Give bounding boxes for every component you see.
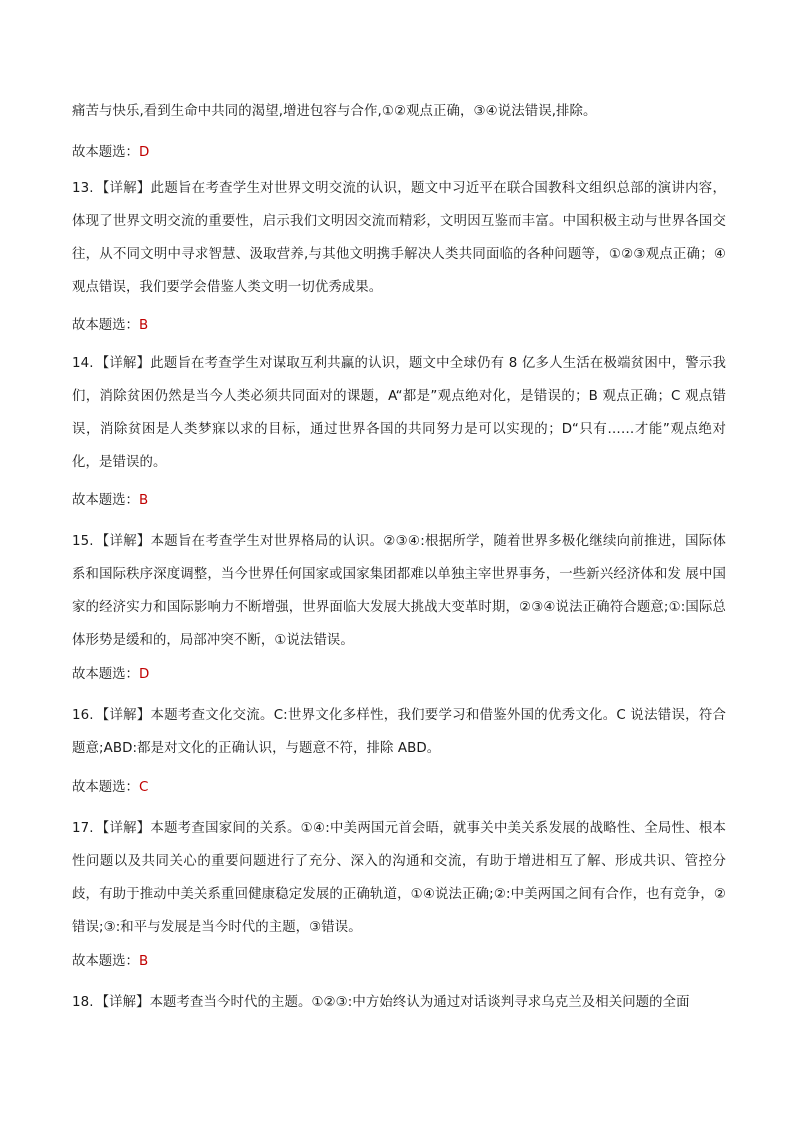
answer-value: D <box>138 145 150 160</box>
question-number: 16. <box>72 708 94 723</box>
paragraph-q13 <box>72 172 726 304</box>
paragraph-q15 <box>72 525 726 657</box>
answer-line-q15 <box>72 665 149 685</box>
paragraph-q12-tail: 痛苦与快乐,看到生命中共同的渴望,增进包容与合作,①②观点正确，③④说法错误,排除。 <box>72 104 597 119</box>
paragraph-q16 <box>72 699 726 765</box>
question-explanation: 【详解】此题旨在考查学生对世界文明交流的认识，题文中习近平在联合国教科文组织总部的演讲内容，体现了世界文明交流的重要性，启示我们文明因交流而精彩，文明因互鉴而丰富。中国积极主动与世界各国交往，从不同文明中寻求智慧、汲取营养,与其他文明携手解决人类共同面临的各种问题等，①②③观点正确；④观点错误，我们要学会借鉴人类文明一切优秀成果。 <box>72 181 726 295</box>
answer-prefix: 故本题选： <box>72 954 139 969</box>
question-number: 18. <box>72 995 94 1010</box>
question-number: 13. <box>72 181 94 196</box>
paragraph-q17 <box>72 812 726 944</box>
question-number: 14. <box>72 356 94 371</box>
answer-value: B <box>138 493 149 508</box>
question-number: 17. <box>72 821 94 836</box>
paragraph-q18 <box>72 986 726 1019</box>
answer-value: B <box>138 954 149 969</box>
question-explanation: 【详解】本题考查国家间的关系。①④:中美两国元首会晤，就事关中美关系发展的战略性、全局性、根本性问题以及共同关心的重要问题进行了充分、深入的沟通和交流，有助于增进相互了解、形成共识、管控分歧，有助于推动中美关系重回健康稳定发展的正确轨道，①④说法正确;②:中美两国之间有合作，也有竞争，②错误;③:和平与发展是当今时代的主题，③错误。 <box>72 821 726 935</box>
paragraph-q14 <box>72 347 726 479</box>
answer-line-q17 <box>72 952 148 972</box>
answer-value: D <box>138 667 150 682</box>
question-explanation: 【详解】此题旨在考查学生对谋取互利共赢的认识，题文中全球仍有 8 亿多人生活在极端贫困中，警示我们，消除贫困仍然是当今人类必须共同面对的课题，A“都是”观点绝对化，是错误的；B 观点正确；C 观点错误，消除贫困是人类梦寐以求的目标，通过世界各国的共同努力是可以实现的；D“只有……才能”观点绝对化，是错误的。 <box>72 356 726 470</box>
answer-line-q16 <box>72 778 148 798</box>
question-explanation: 【详解】本题考查当今时代的主题。①②③:中方始终认为通过对话谈判寻求乌克兰及相关问题的全面 <box>95 995 690 1010</box>
answer-prefix: 故本题选： <box>72 780 139 795</box>
answer-value: B <box>138 318 149 333</box>
answer-line-q13 <box>72 316 148 336</box>
answer-value: C <box>138 780 149 795</box>
answer-line-q12 <box>72 143 149 163</box>
answer-prefix: 故本题选： <box>72 145 139 160</box>
question-number: 15. <box>72 534 94 549</box>
answer-prefix: 故本题选： <box>72 667 139 682</box>
answer-line-q14 <box>72 491 148 511</box>
question-explanation: 【详解】本题考查文化交流。C:世界文化多样性，我们要学习和借鉴外国的优秀文化。C 说法错误，符合题意;ABD:都是对文化的正确认识，与题意不符，排除 ABD。 <box>72 708 726 756</box>
answer-prefix: 故本题选： <box>72 493 139 508</box>
question-explanation: 【详解】本题旨在考查学生对世界格局的认识。②③④:根据所学，随着世界多极化继续向前推进，国际体系和国际秩序深度调整，当今世界任何国家或国家集团都难以单独主宰世界事务，一些新兴经济体和发 展中国家的经济实力和国际影响力不断增强，世界面临大发展大挑战大变革时期，②③④说法正确符合题意;①:国际总体形势是缓和的，局部冲突不断，①说法错误。 <box>72 534 726 648</box>
answer-prefix: 故本题选： <box>72 318 139 333</box>
